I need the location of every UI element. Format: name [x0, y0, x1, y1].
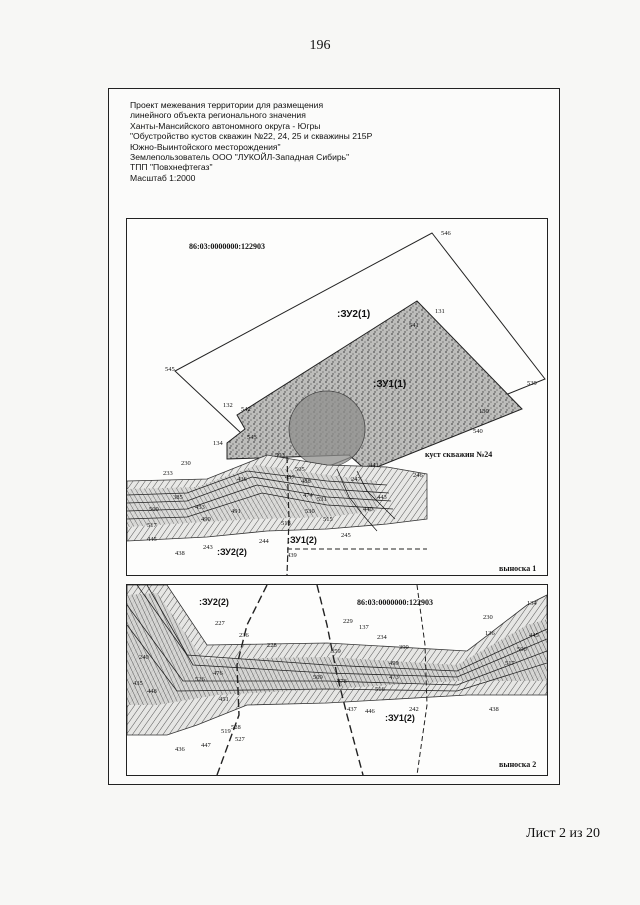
point-label: 500 [149, 506, 159, 513]
cadastral-number: 86:03:0000000:122903 [357, 598, 433, 607]
point-label: 503 [275, 452, 285, 459]
point-label: 134 [527, 600, 537, 607]
zone-label-zu1-2: :ЗУ1(2) [385, 713, 415, 723]
point-label: 438 [489, 706, 499, 713]
point-label: 515 [323, 516, 333, 523]
point-label: 499 [389, 660, 399, 667]
pad-circle [289, 391, 365, 467]
point-label: 230 [483, 614, 493, 621]
page-number: 196 [309, 38, 331, 53]
map-inset-1-drawing [127, 219, 547, 575]
point-label: 488 [301, 478, 311, 485]
point-label: 490 [201, 516, 211, 523]
point-label: 229 [343, 618, 353, 625]
zone-label-zu1-1: :ЗУ1(1) [373, 379, 407, 390]
point-label: 443 [377, 494, 387, 501]
point-label: 399 [399, 644, 409, 651]
sheet-number: Лист 2 из 20 [526, 826, 600, 841]
point-label: 478 [337, 678, 347, 685]
point-label: 132 [223, 402, 233, 409]
point-label: 439 [287, 552, 297, 559]
point-label: 436 [175, 746, 185, 753]
point-label: 539 [527, 380, 537, 387]
zone-label-zu2-2: :ЗУ2(2) [199, 597, 229, 607]
point-label: 230 [181, 460, 191, 467]
point-label: 528 [231, 724, 241, 731]
point-label: 530 [305, 508, 315, 515]
map-inset-2-drawing [127, 585, 547, 775]
map-inset-1 [126, 218, 548, 576]
well-pad-label: куст скважин №24 [425, 450, 493, 459]
point-label: 453 [195, 504, 205, 511]
point-label: 359 [331, 648, 341, 655]
zone-label-zu1-2: :ЗУ1(2) [287, 535, 317, 545]
title-line: Ханты-Мансийского автономного округа - Югры [130, 120, 321, 131]
point-label: 436 [237, 476, 247, 483]
point-label: 137 [359, 624, 369, 631]
point-label: 244 [259, 538, 269, 545]
title-line: линейного объекта регионального значения [130, 110, 306, 121]
point-label: 541 [409, 322, 419, 329]
point-label: 518 [281, 520, 291, 527]
point-label: 448 [147, 688, 157, 695]
point-label: 505 [295, 466, 305, 473]
point-label: 136 [485, 630, 495, 637]
inset-caption: выноска 1 [499, 564, 537, 573]
point-label: 243 [203, 544, 213, 551]
point-label: 531 [317, 496, 327, 503]
point-label: 445 [529, 632, 539, 639]
point-label: 245 [341, 532, 351, 539]
point-label: 446 [365, 708, 375, 715]
point-label: 447 [201, 742, 211, 749]
point-label: 247 [351, 476, 361, 483]
point-label: 236 [239, 632, 249, 639]
title-line: ТПП "Повхнефтегаз" [130, 162, 213, 173]
point-label: 130 [479, 408, 489, 415]
point-label: 435 [133, 680, 143, 687]
point-label: 509 [313, 674, 323, 681]
inset-caption: выноска 2 [499, 760, 537, 769]
point-label: 545 [165, 366, 175, 373]
point-label: 445 [147, 536, 157, 543]
point-label: 473 [389, 674, 399, 681]
point-label: 476 [213, 670, 223, 677]
cadastral-number: 86:03:0000000:122903 [189, 242, 265, 251]
title-line: Южно-Выинтойского месторождения" [130, 141, 281, 152]
point-label: 234 [377, 634, 387, 641]
point-label: 542 [241, 406, 251, 413]
point-label: 491 [231, 508, 241, 515]
point-label: 500 [517, 646, 527, 653]
point-label: 385 [173, 494, 183, 501]
point-label: 526 [195, 676, 205, 683]
point-label: 227 [215, 620, 225, 627]
point-label: 457 [285, 474, 295, 481]
point-label: 527 [235, 736, 245, 743]
point-label: 233 [163, 470, 173, 477]
point-label: 134 [213, 440, 223, 447]
title-block [130, 100, 430, 183]
zone-label-zu2-2: :ЗУ2(2) [217, 547, 247, 557]
title-line: Землепользователь ООО "ЛУКОЙЛ-Западная Сибирь" [130, 152, 350, 163]
point-label: 451 [219, 696, 229, 703]
point-label: 437 [347, 706, 357, 713]
point-label: 246 [413, 472, 423, 479]
point-label: 441 [369, 462, 379, 469]
point-label: 240 [139, 654, 149, 661]
point-label: 228 [267, 642, 277, 649]
title-line: Проект межевания территории для размещения [130, 100, 324, 110]
point-label: 131 [435, 308, 445, 315]
point-label: 474 [303, 492, 313, 499]
point-label: 517 [505, 660, 515, 667]
point-label: 516 [375, 686, 385, 693]
point-label: 440 [363, 506, 373, 513]
point-label: 438 [175, 550, 185, 557]
point-label: 540 [473, 428, 483, 435]
point-label: 546 [441, 230, 451, 237]
point-label: 242 [409, 706, 419, 713]
title-line: "Обустройство кустов скважин №22, 24, 25 и скважины 215Р [130, 131, 373, 142]
zone-label-zu2-1: :ЗУ2(1) [337, 309, 371, 320]
title-line: Масштаб 1:2000 [130, 172, 196, 183]
point-label: 543 [247, 434, 257, 441]
point-label: 519 [221, 728, 231, 735]
point-label: 517 [147, 522, 157, 529]
map-inset-2 [126, 584, 548, 776]
